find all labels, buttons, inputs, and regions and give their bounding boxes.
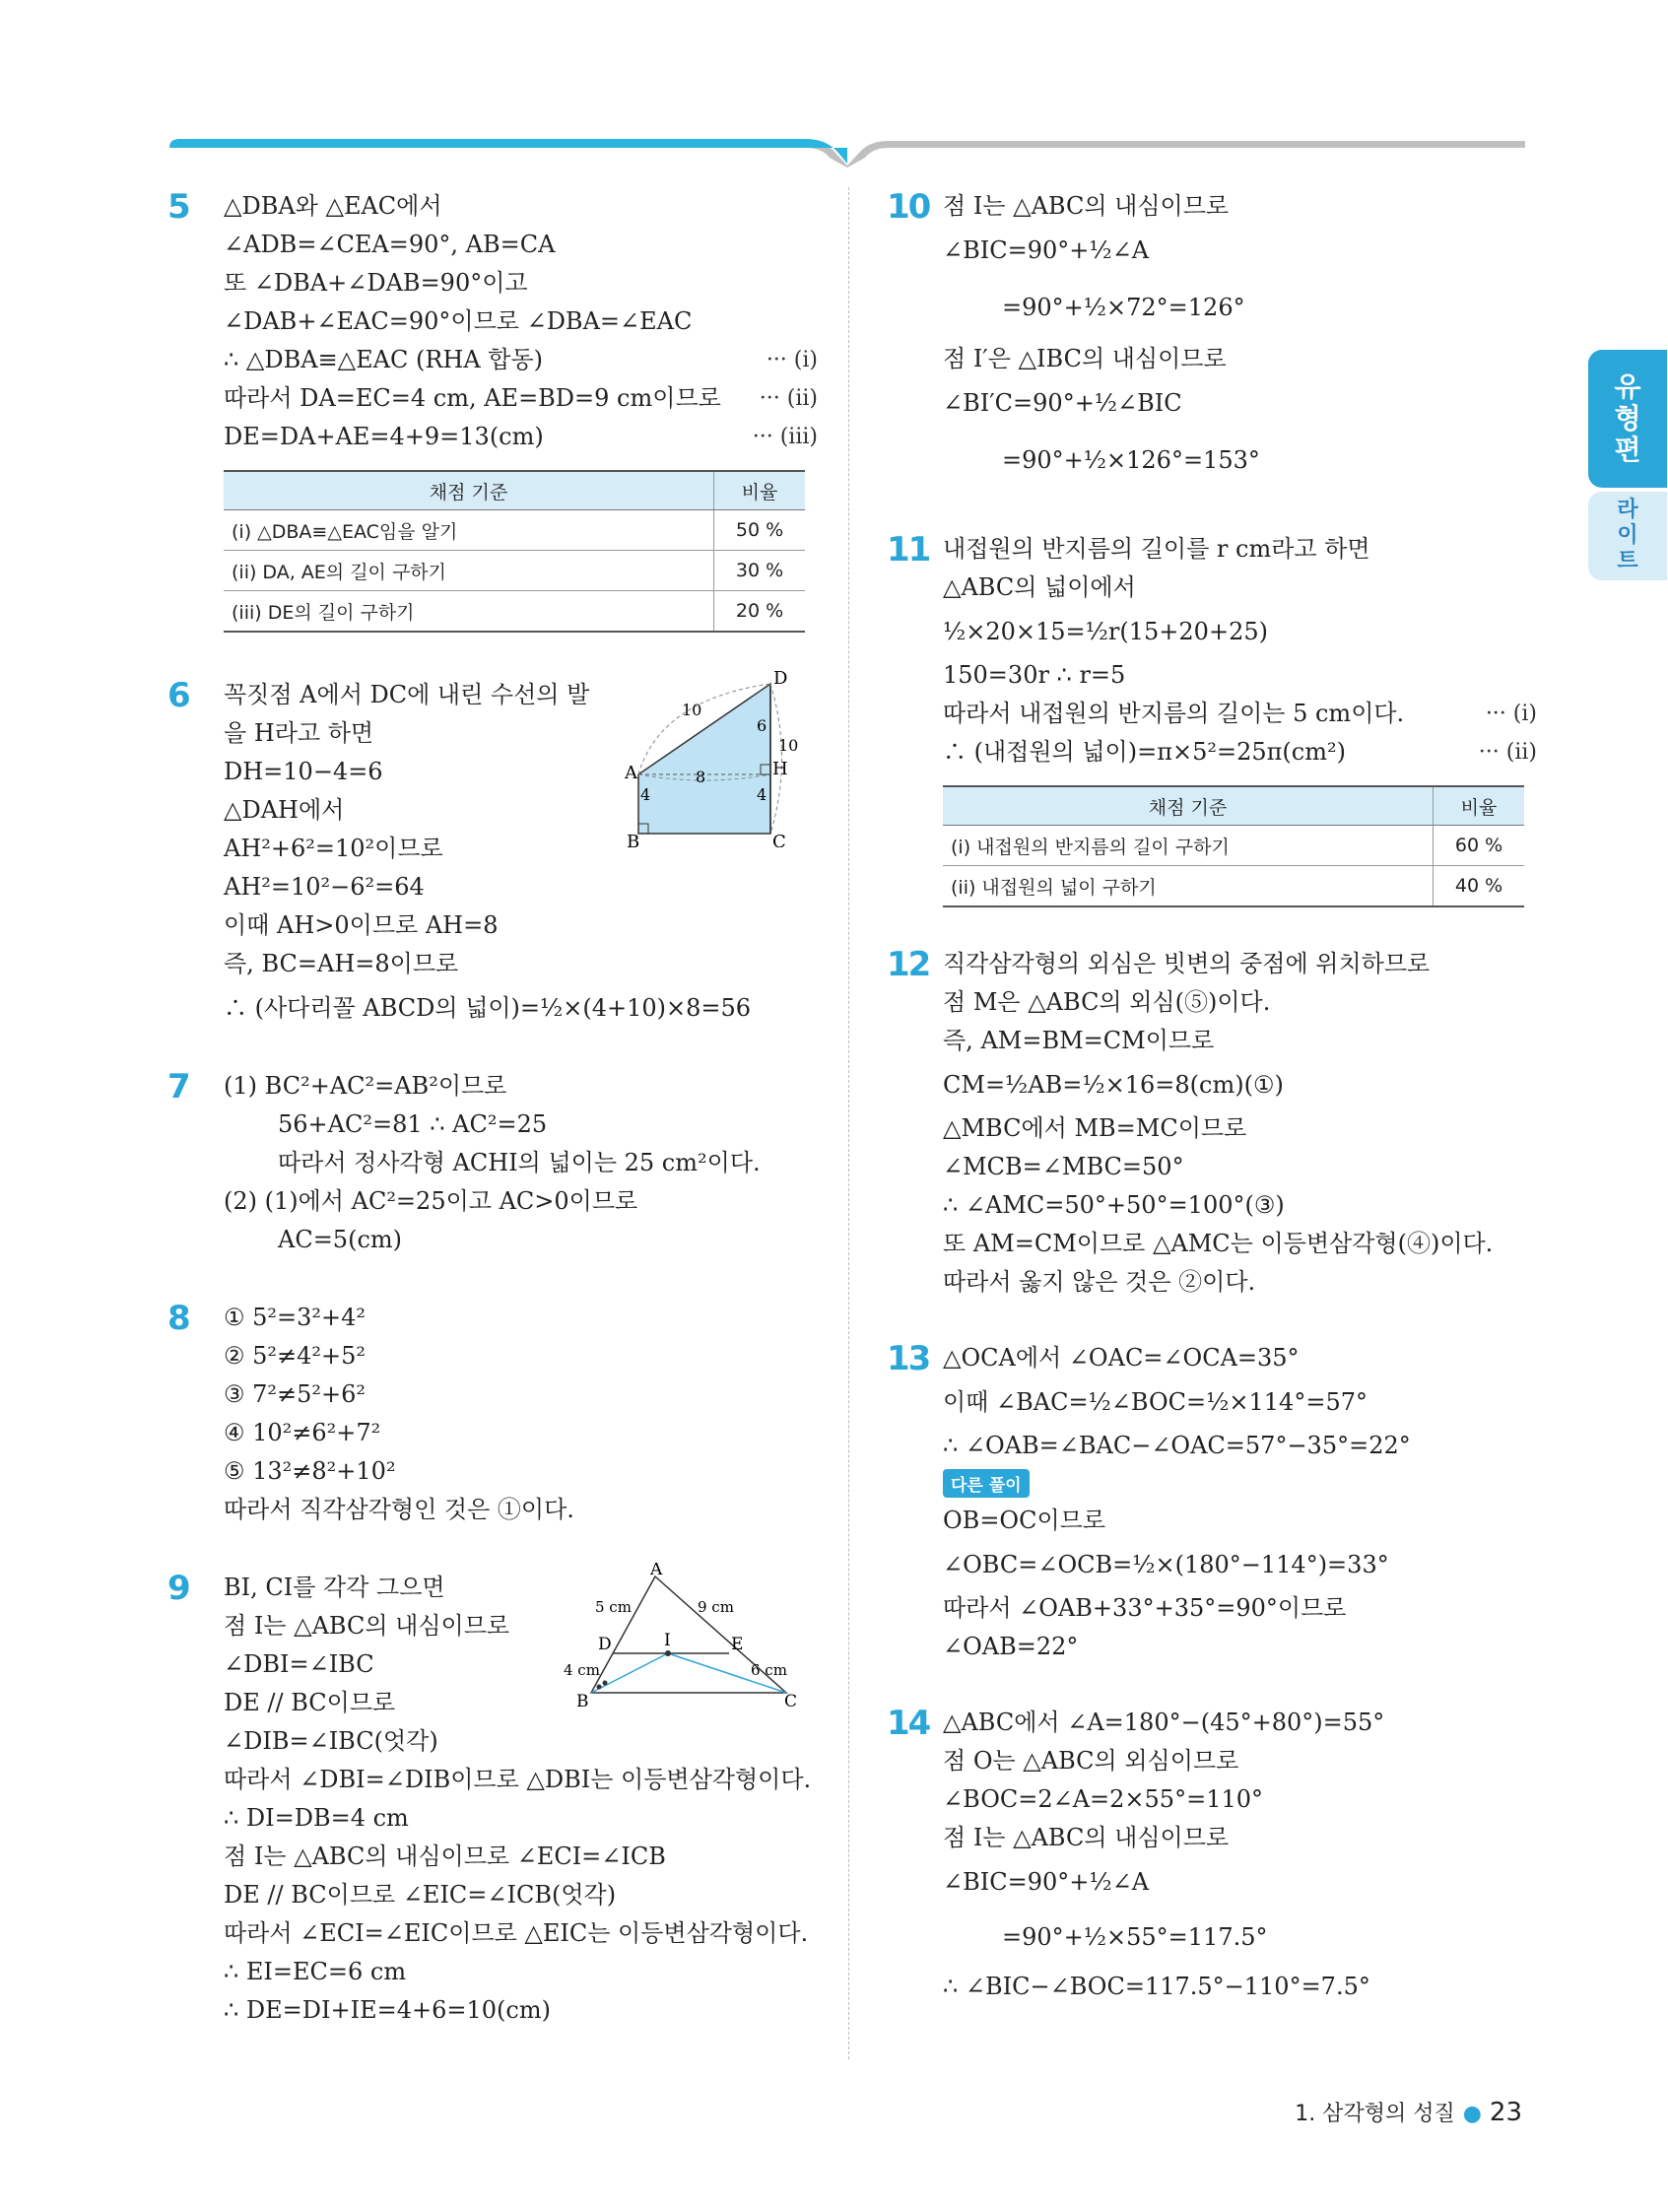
solution-line: 꼭짓점 A에서 DC에 내린 수선의 발: [224, 681, 590, 708]
solution-line: △DBA와 △EAC에서: [224, 192, 442, 220]
svg-text:6: 6: [757, 716, 767, 735]
solution-line: △MBC에서 MB=MC이므로: [943, 1114, 1247, 1142]
svg-text:10: 10: [778, 736, 798, 755]
problem-8: [167, 1299, 818, 1529]
solution-line: (2) (1)에서 AC²=25이고 AC>0이므로: [224, 1187, 638, 1215]
problem-number: 8: [167, 1299, 189, 1338]
label-D: D: [598, 1635, 612, 1654]
table-row: (iii) DE의 길이 구하기 20 %: [224, 591, 805, 633]
label-E: E: [731, 1635, 744, 1654]
solution-line: =90°+½×72°=126°: [1002, 294, 1245, 321]
table-header: 채점 기준: [943, 786, 1434, 826]
solution-line: AC=5(cm): [278, 1226, 402, 1253]
problem-5: [167, 187, 818, 633]
tab-main: 유 형 편: [1588, 350, 1667, 488]
solution-line: (1) BC²+AC²=AB²이므로: [224, 1072, 507, 1100]
label-D: D: [773, 670, 788, 689]
label-B: B: [576, 1692, 589, 1710]
solution-line: △ABC에서 ∠A=180°−(45°+80°)=55°: [943, 1709, 1385, 1736]
solution-line: ∠BOC=2∠A=2×55°=110°: [943, 1785, 1263, 1813]
solution-line: 점 I는 △ABC의 내심이므로 ∠ECI=∠ICB: [224, 1843, 666, 1870]
step-mark: ··· (iii): [752, 425, 818, 449]
solution-line: △OCA에서 ∠OAC=∠OCA=35°: [943, 1344, 1300, 1372]
solution-line: 이때 ∠BAC=½∠BOC=½×114°=57°: [943, 1388, 1368, 1416]
problem-number: 12: [887, 945, 930, 984]
solution-line: AH²=10²−6²=64: [224, 873, 425, 901]
problem-number: 9: [167, 1569, 189, 1608]
step-mark: ··· (i): [766, 348, 818, 372]
label-A: A: [650, 1563, 663, 1579]
solution-line: ∠DBI=∠IBC: [224, 1650, 374, 1678]
chapter-title: 1. 삼각형의 성질: [1295, 2102, 1455, 2126]
solution-line: ∴ ∠OAB=∠BAC−∠OAC=57°−35°=22°: [943, 1432, 1411, 1459]
solution-line: 56+AC²=81 ∴ AC²=25: [278, 1110, 548, 1138]
solution-line: DE=DA+AE=4+9=13(cm) ··· (iii): [224, 418, 818, 456]
solution-line: ∠MCB=∠MBC=50°: [943, 1153, 1184, 1180]
problem-number: 7: [167, 1067, 189, 1106]
solution-line: ∠OAB=22°: [943, 1633, 1079, 1660]
solution-line: DE // BC이므로: [224, 1689, 396, 1716]
page-number: 23: [1489, 2098, 1522, 2127]
solution-line: 따라서 ∠OAB+33°+35°=90°이므로: [943, 1594, 1347, 1622]
label-C: C: [772, 832, 786, 847]
table-row: (i) △DBA≡△EAC임을 알기 50 %: [224, 510, 805, 551]
problem-number: 6: [167, 676, 189, 715]
svg-text:6 cm: 6 cm: [751, 1661, 787, 1679]
header-bar: [0, 0, 1668, 168]
svg-text:4 cm: 4 cm: [564, 1661, 600, 1679]
solution-line: 따라서 내접원의 반지름의 길이는 5 cm이다. ··· (i): [943, 695, 1537, 733]
solution-line: ∠DIB=∠IBC(엇각): [224, 1727, 438, 1755]
alt-solution-badge: 다른 풀이: [943, 1469, 1030, 1498]
trapezoid-figure: [621, 670, 798, 847]
table-row: (i) 내접원의 반지름의 길이 구하기 60 %: [943, 826, 1524, 866]
solution-line: ½×20×15=½r(15+20+25): [943, 618, 1268, 645]
table-header: 비율: [1434, 786, 1525, 826]
label-H: H: [772, 759, 788, 779]
solution-line: 내접원의 반지름의 길이를 r cm라고 하면: [943, 535, 1370, 563]
solution-line: =90°+½×55°=117.5°: [1002, 1923, 1268, 1951]
column-divider: [848, 187, 849, 2059]
left-column: [167, 187, 818, 2067]
section-side-tab: [1588, 350, 1667, 580]
label-I: I: [664, 1631, 671, 1650]
problem-13: [887, 1339, 1537, 1666]
grading-table: [224, 470, 805, 633]
svg-text:9 cm: 9 cm: [698, 1598, 734, 1616]
solution-line: ∴ DI=DB=4 cm: [224, 1804, 409, 1832]
step-mark: ··· (i): [1485, 702, 1537, 726]
solution-line: 따라서 DA=EC=4 cm, AE=BD=9 cm이므로 ··· (ii): [224, 379, 818, 418]
solution-line: ∴ (사다리꼴 ABCD의 넓이)=½×(4+10)×8=56: [224, 994, 752, 1022]
solution-line: 따라서 정사각형 ACHI의 넓이는 25 cm²이다.: [278, 1149, 761, 1176]
solution-line: DE // BC이므로 ∠EIC=∠ICB(엇각): [224, 1881, 617, 1909]
solution-line: ① 5²=3²+4²: [224, 1304, 367, 1331]
solution-line: ③ 7²≠5²+6²: [224, 1380, 367, 1408]
solution-line: 점 I는 △ABC의 내심이므로: [943, 1824, 1230, 1851]
problem-number: 13: [887, 1339, 930, 1378]
problem-9: [167, 1563, 818, 2030]
solution-line: 즉, BC=AH=8이므로: [224, 950, 459, 977]
solution-line: 따라서 ∠DBI=∠DIB이므로 △DBI는 이등변삼각형이다.: [224, 1766, 812, 1793]
solution-line: CM=½AB=½×16=8(cm)(①): [943, 1071, 1284, 1099]
solution-line: ∠BIC=90°+½∠A: [943, 1868, 1150, 1896]
problem-11: [887, 530, 1537, 907]
problem-number: 10: [887, 187, 930, 227]
solution-line: ② 5²≠4²+5²: [224, 1342, 367, 1370]
svg-text:10: 10: [682, 701, 702, 719]
solution-line: ∠OBC=∠OCB=½×(180°−114°)=33°: [943, 1551, 1389, 1578]
solution-line: OB=OC이므로: [943, 1507, 1106, 1534]
svg-text:4: 4: [640, 785, 651, 804]
solution-line: 을 H라고 하면: [224, 719, 374, 747]
solution-line: ∠ADB=∠CEA=90°, AB=CA: [224, 231, 556, 258]
tab-sub: 라 이 트: [1588, 492, 1667, 580]
table-header: 비율: [714, 471, 806, 510]
step-mark: ··· (ii): [1478, 740, 1537, 765]
solution-line: 점 O는 △ABC의 외심이므로: [943, 1747, 1239, 1775]
solution-line: ∴ ∠AMC=50°+50°=100°(③): [943, 1191, 1285, 1219]
solution-line: 점 I는 △ABC의 내심이므로: [224, 1612, 510, 1640]
svg-text:5 cm: 5 cm: [595, 1598, 632, 1616]
grading-table: [943, 785, 1524, 907]
label-A: A: [625, 763, 637, 783]
solution-line: ∴ △DBA≡△EAC (RHA 합동) ··· (i): [224, 341, 818, 379]
solution-line: 이때 AH>0이므로 AH=8: [224, 911, 499, 939]
solution-line: ④ 10²≠6²+7²: [224, 1419, 381, 1446]
solution-line: AH²+6²=10²이므로: [224, 835, 443, 862]
solution-line: ∴ (내접원의 넓이)=π×5²=25π(cm²) ··· (ii): [943, 733, 1537, 771]
solution-line: ∠BIC=90°+½∠A: [943, 236, 1150, 264]
svg-text:8: 8: [696, 768, 706, 786]
solution-line: 직각삼각형의 외심은 빗변의 중점에 위치하므로: [943, 950, 1431, 977]
problem-10: [887, 187, 1537, 493]
right-column: [887, 187, 1537, 2044]
problem-number: 5: [167, 187, 189, 227]
problem-14: [887, 1704, 1537, 2006]
solution-line: ∴ EI=EC=6 cm: [224, 1958, 407, 1985]
solution-line: 점 I는 △ABC의 내심이므로: [943, 192, 1230, 220]
solution-line: DH=10−4=6: [224, 758, 383, 785]
table-row: (ii) 내접원의 넓이 구하기 40 %: [943, 866, 1524, 907]
solution-line: 150=30r ∴ r=5: [943, 661, 1126, 689]
solution-line: 또 AM=CM이므로 △AMC는 이등변삼각형(④)이다.: [943, 1230, 1494, 1257]
solution-line: 또 ∠DBA+∠DAB=90°이고: [224, 269, 528, 297]
solution-line: 점 I′은 △IBC의 내심이므로: [943, 345, 1227, 372]
solution-line: BI, CI를 각각 그으면: [224, 1574, 445, 1601]
solution-line: 따라서 직각삼각형인 것은 ①이다.: [224, 1496, 574, 1523]
solution-line: ∠DAB+∠EAC=90°이므로 ∠DBA=∠EAC: [224, 307, 693, 335]
solution-line: =90°+½×126°=153°: [1002, 446, 1260, 474]
table-header: 채점 기준: [224, 471, 714, 510]
problem-6: [167, 670, 818, 1028]
page-footer: 1. 삼각형의 성질 ● 23: [1295, 2098, 1522, 2127]
problem-12: [887, 945, 1537, 1302]
solution-line: ⑤ 13²≠8²+10²: [224, 1457, 396, 1485]
problem-number: 11: [887, 530, 930, 570]
table-row: (ii) DA, AE의 길이 구하기 30 %: [224, 551, 805, 591]
step-mark: ··· (ii): [759, 386, 818, 411]
label-B: B: [627, 832, 640, 847]
solution-line: ∴ DE=DI+IE=4+6=10(cm): [224, 1996, 551, 2024]
solution-line: 따라서 옳지 않은 것은 ②이다.: [943, 1268, 1256, 1296]
solution-line: 점 M은 △ABC의 외심(⑤)이다.: [943, 988, 1271, 1016]
triangle-figure: [562, 1563, 798, 1710]
solution-line: ∠BI′C=90°+½∠BIC: [943, 389, 1182, 417]
label-C: C: [784, 1692, 798, 1710]
solution-line: ∴ ∠BIC−∠BOC=117.5°−110°=7.5°: [943, 1973, 1370, 2000]
solution-line: △ABC의 넓이에서: [943, 573, 1136, 601]
problem-number: 14: [887, 1704, 930, 1743]
solution-line: △DAH에서: [224, 796, 345, 824]
solution-line: 따라서 ∠ECI=∠EIC이므로 △EIC는 이등변삼각형이다.: [224, 1919, 809, 1947]
svg-text:4: 4: [757, 785, 767, 804]
problem-7: [167, 1067, 818, 1259]
solution-line: 즉, AM=BM=CM이므로: [943, 1027, 1215, 1054]
